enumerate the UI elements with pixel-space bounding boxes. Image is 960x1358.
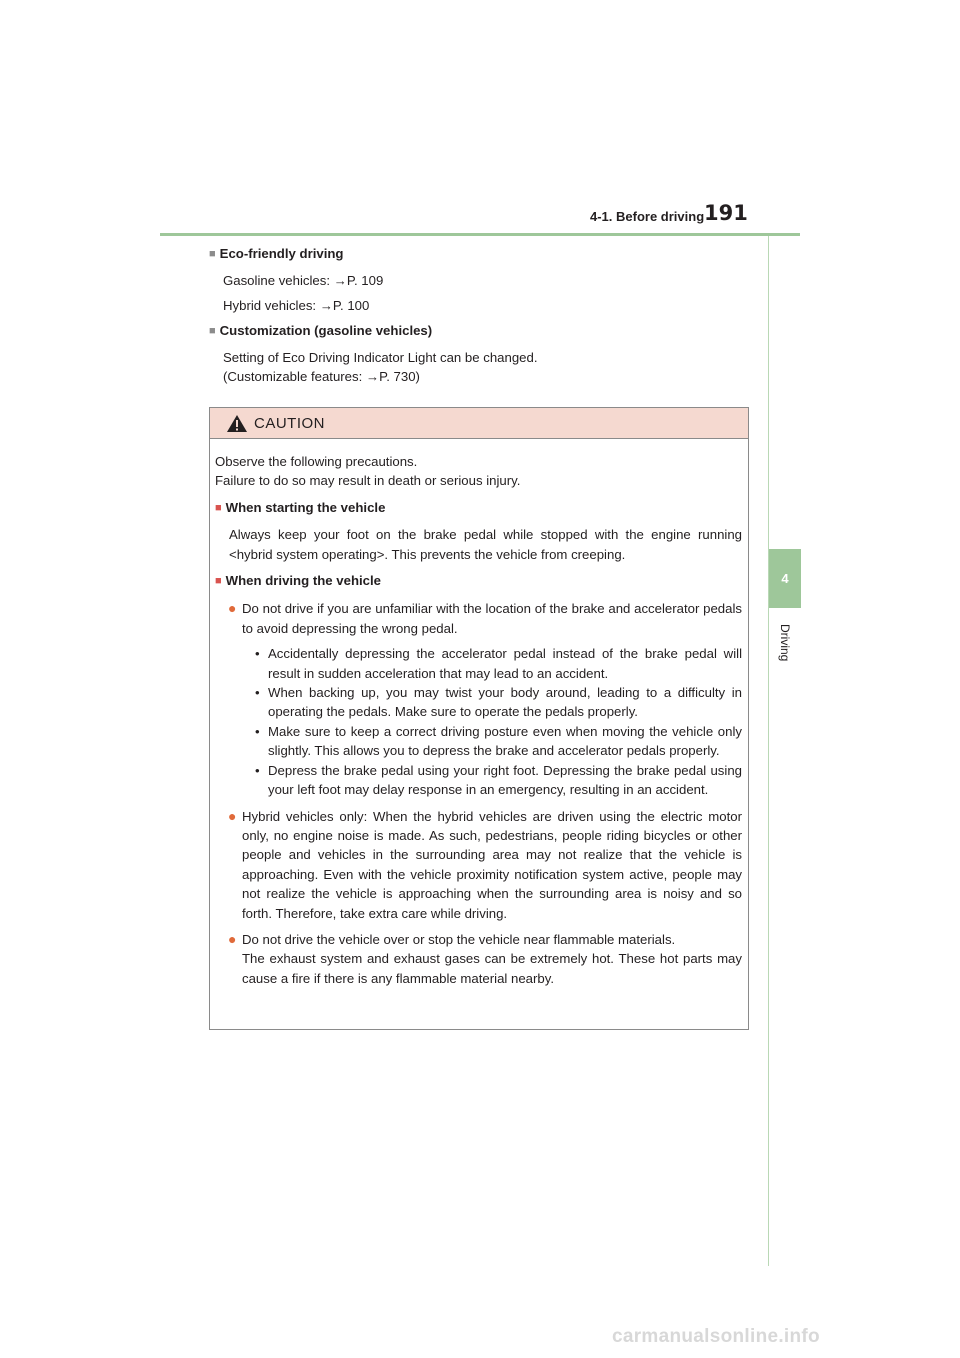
list-item: ● Hybrid vehicles only: When the hybrid vehicles are driven using the electric motor only, no engine noise is made. As such, pedestrians, people riding bicycles or other people and vehicles in the surrounding area may not realize that the vehicle is approaching. Even with the vehicle proximity notification system active, people may not realize the vehicle is approaching when the surrounding area is noisy and so forth. Therefore, take extra care while driving.	[215, 807, 742, 923]
starting-text: Always keep your foot on the brake pedal while stopped with the engine running <hybrid system operating>. This prevents the vehicle from creeping.	[229, 527, 742, 562]
chapter-title: Driving	[778, 624, 792, 662]
square-bullet-icon: ■	[209, 325, 216, 337]
sub-list-item: • When backing up, you may twist your body around, leading to a difficulty in operating the pedals. Make sure to operate the pedals properly.	[255, 685, 742, 720]
eco-heading: ■ Eco-friendly driving	[209, 246, 344, 261]
circle-bullet-icon: ●	[228, 600, 237, 617]
custom-heading: ■ Customization (gasoline vehicles)	[209, 323, 433, 338]
eco-gasoline-ref: Gasoline vehicles: →P. 109	[223, 273, 384, 288]
square-bullet-icon: ■	[209, 248, 216, 260]
circle-bullet-icon: ●	[228, 807, 237, 824]
side-rule	[768, 236, 769, 1266]
circle-bullet-icon: ●	[228, 930, 237, 947]
list-item: ● Do not drive if you are unfamiliar with the location of the brake and accelerator pedals to avoid depressing the wrong pedal.	[215, 599, 742, 638]
driving-heading: ■ When driving the vehicle	[215, 573, 382, 589]
eco-hybrid-ref: Hybrid vehicles: →P. 100	[223, 298, 370, 313]
caution-title: CAUTION	[254, 414, 325, 432]
watermark: carmanualsonline.info	[612, 1326, 820, 1347]
caution-intro-2: Failure to do so may result in death or serious injury.	[215, 473, 521, 489]
caution-header	[210, 408, 748, 439]
sub-list-item: • Depress the brake pedal using your right foot. Depressing the brake pedal using your left foot may delay response in an emergency, resulting in an accident.	[255, 762, 742, 798]
header-section-title: 4-1. Before driving	[590, 209, 705, 224]
main-text	[209, 244, 754, 386]
starting-heading: ■ When starting the vehicle	[215, 499, 386, 515]
custom-text: Setting of Eco Driving Indicator Light can be changed.	[223, 350, 538, 365]
custom-ref: (Customizable features: →P. 730)	[223, 369, 420, 384]
sub-list	[215, 644, 742, 799]
list-item: ● Do not drive the vehicle over or stop the vehicle near flammable materials. The exhaust system and exhaust gases can be extremely hot. These hot parts may cause a fire if there is any flammable material nearby.	[215, 930, 742, 988]
sub-list-item: • Accidentally depressing the accelerator pedal instead of the brake pedal will result in sudden acceleration that may lead to an accident.	[255, 646, 742, 681]
caution-intro: Observe the following precautions.	[215, 454, 418, 469]
square-bullet-icon: ■	[215, 501, 222, 514]
warning-triangle-icon	[226, 414, 248, 433]
sub-list-item: • Make sure to keep a correct driving posture even when moving the vehicle only slightly. This allows you to depress the brake and accelerator pedals properly.	[255, 723, 742, 759]
page-number: 191	[704, 201, 748, 225]
chapter-tab: 4	[769, 549, 801, 608]
header-rule	[160, 233, 800, 236]
caution-box	[209, 407, 749, 1030]
square-bullet-icon: ■	[215, 575, 222, 588]
